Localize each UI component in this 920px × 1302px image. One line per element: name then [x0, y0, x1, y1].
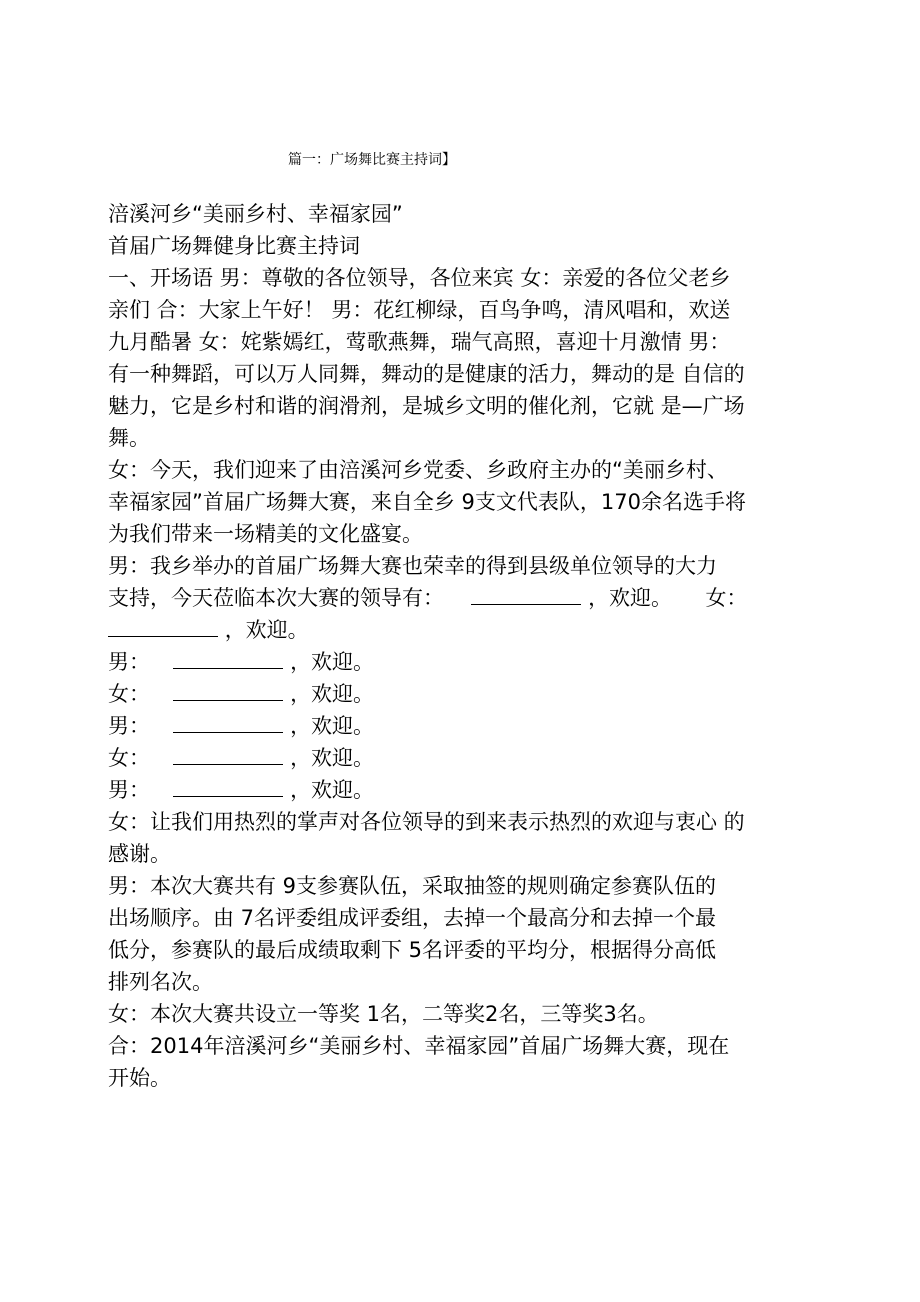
document-body: [108, 198, 808, 1094]
text-line: 幸福家园”首届广场舞大赛，来自全乡 9支文代表队，170余名选手将: [108, 490, 746, 514]
text-line: 有一种舞蹈，可以万人同舞，舞动的是健康的活力，舞动的是 自信的: [108, 362, 745, 386]
text-line: 为我们带来一场精美的文化盛宴。: [108, 522, 423, 546]
speaker-label: 女：: [108, 682, 150, 706]
title-line-1: 涪溪河乡“美丽乡村、幸福家园”: [108, 202, 403, 226]
title-line-2: 首届广场舞健身比赛主持词: [108, 234, 360, 258]
text-line: 排列名次。: [108, 970, 213, 994]
text-line: 感谢。: [108, 842, 171, 866]
text-line: 魅力，它是乡村和谐的润滑剂，是城乡文明的催化剂，它就 是—广场: [108, 394, 745, 418]
welcome-row: [108, 742, 808, 774]
text-line: 一、开场语 男：尊敬的各位领导，各位来宾 女：亲爱的各位父老乡: [108, 266, 731, 290]
speaker-label: 女：: [705, 586, 748, 610]
welcome-intro-text: 支持，今天莅临本次大赛的领导有：: [108, 586, 444, 610]
text-line: 低分，参赛队的最后成绩取剩下 5名评委的平均分，根据得分高低: [108, 938, 717, 962]
welcome-intro-line: [108, 582, 808, 614]
name-blank: [173, 742, 283, 765]
speaker-label: 男：: [108, 778, 150, 802]
name-blank: [471, 582, 581, 605]
speaker-label: 女：: [108, 746, 150, 770]
welcome-suffix: ，欢迎。: [224, 618, 309, 642]
welcome-suffix: ，欢迎。: [290, 650, 375, 674]
speaker-label: 男：: [108, 650, 150, 674]
welcome-cont-line: [108, 614, 808, 646]
welcome-suffix: ，欢迎。: [290, 746, 375, 770]
text-line: 舞。: [108, 426, 150, 450]
text-line: 女：让我们用热烈的掌声对各位领导的到来表示热烈的欢迎与衷心 的: [108, 810, 745, 834]
text-line: 男：本次大赛共有 9支参赛队伍，采取抽签的规则确定参赛队伍的: [108, 874, 717, 898]
text-line: 男：我乡举办的首届广场舞大赛也荣幸的得到县级单位领导的大力: [108, 554, 717, 578]
text-line: 出场顺序。由 7名评委组成评委组，去掉一个最高分和去掉一个最: [108, 906, 717, 930]
welcome-suffix: ，欢迎。: [290, 778, 375, 802]
welcome-suffix: ，欢迎。: [290, 682, 375, 706]
text-line: 亲们 合：大家上午好！ 男：花红柳绿，百鸟争鸣，清风唱和，欢送: [108, 298, 731, 322]
name-blank: [173, 646, 283, 669]
welcome-row: [108, 774, 808, 806]
text-line: 女：今天，我们迎来了由涪溪河乡党委、乡政府主办的“美丽乡村、: [108, 458, 728, 482]
name-blank: [173, 678, 283, 701]
name-blank: [173, 774, 283, 797]
document-subtitle: 篇一：广场舞比赛主持词】: [288, 152, 456, 168]
name-blank: [173, 710, 283, 733]
welcome-row: [108, 678, 808, 710]
text-line: 开始。: [108, 1066, 171, 1090]
text-line: 女：本次大赛共设立一等奖 1名，二等奖2名，三等奖3名。: [108, 1002, 659, 1026]
welcome-suffix: ，欢迎。: [588, 586, 673, 610]
welcome-row: [108, 646, 808, 678]
welcome-suffix: ，欢迎。: [290, 714, 375, 738]
speaker-label: 男：: [108, 714, 150, 738]
welcome-row: [108, 710, 808, 742]
name-blank: [108, 614, 218, 637]
text-line: 九月酷暑 女：姹紫嫣红，莺歌燕舞，瑞气高照，喜迎十月激情 男：: [108, 330, 731, 354]
text-line: 合：2014年涪溪河乡“美丽乡村、幸福家园”首届广场舞大赛，现在: [108, 1034, 730, 1058]
